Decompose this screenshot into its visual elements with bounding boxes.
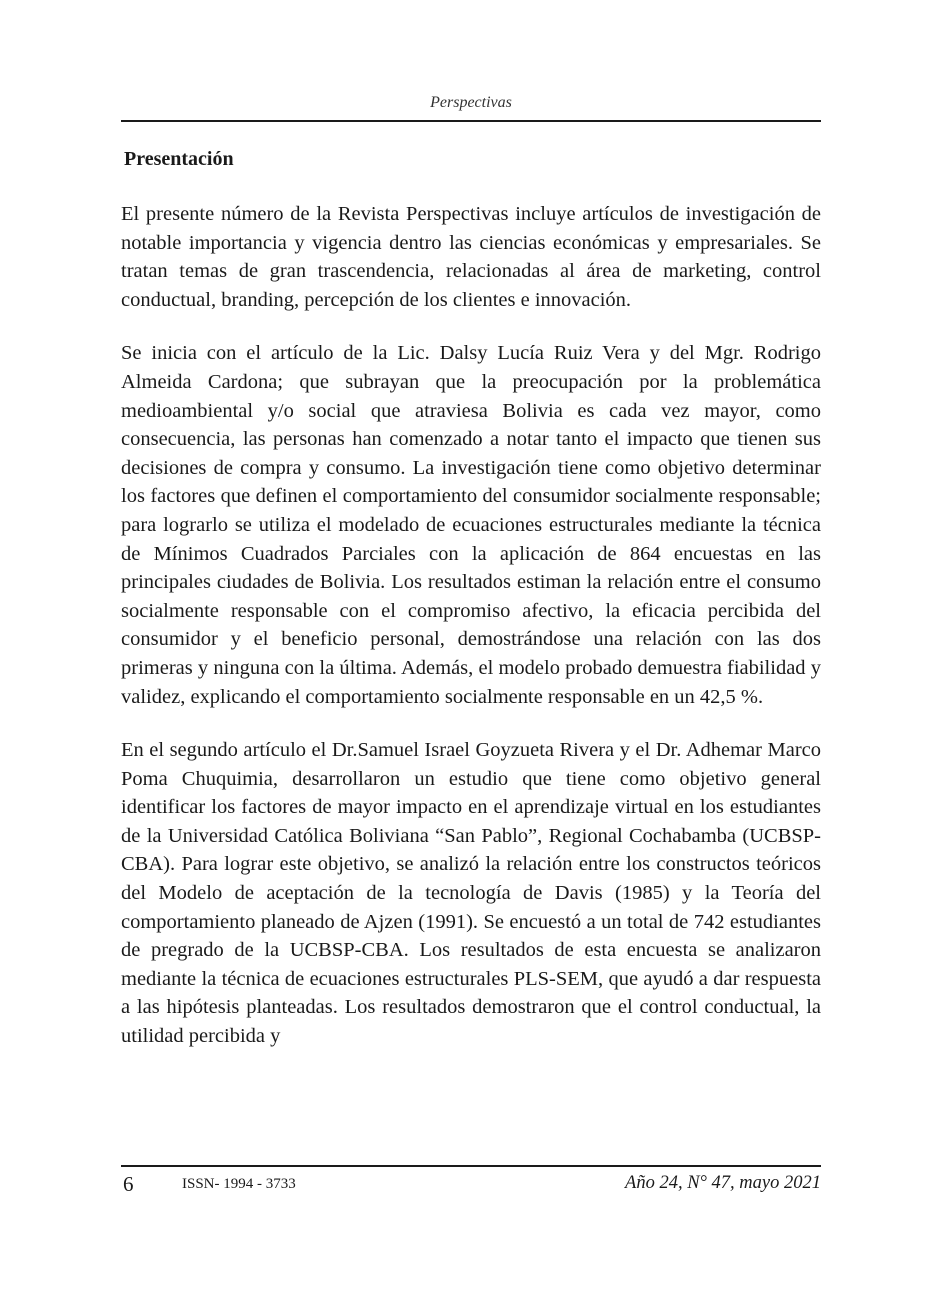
page-footer — [121, 1172, 821, 1200]
header-rule — [121, 120, 821, 122]
footer-rule — [121, 1165, 821, 1167]
paragraph-first-article: Se inicia con el artículo de la Lic. Dalsy Lucía Ruiz Vera y del Mgr. Rodrigo Almeida Cardona; que subrayan que la preocupación por la problemática medioambiental y/o social que atraviesa Bolivia es cada vez mayor, como consecuencia, las personas han comenzado a notar tanto el impacto que tienen sus decisiones de compra y consumo. La investigación tiene como objetivo determinar los factores que definen el comportamiento del consumidor socialmente responsable; para lograrlo se utiliza el modelado de ecuaciones estructurales mediante la técnica de Mínimos Cuadrados Parciales con la aplicación de 864 encuestas en las principales ciudades de Bolivia. Los resultados estiman la relación entre el consumo socialmente responsable con el compromiso afectivo, la eficacia percibida del consumidor y el beneficio personal, demostrándose una relación con las dos primeras y ninguna con la última. Además, el modelo probado demuestra fiabilidad y validez, explicando el comportamiento socialmente responsable en un 42,5 %. — [121, 342, 821, 708]
paragraph-second-article: En el segundo artículo el Dr.Samuel Israel Goyzueta Rivera y el Dr. Adhemar Marco Poma Chuquimia, desarrollaron un estudio que tiene como objetivo general identificar los factores de mayor impacto en el aprendizaje virtual en los estudiantes de la Universidad Católica Boliviana “San Pablo”, Regional Cochabamba (UCBSP-CBA). Para lograr este objetivo, se analizó la relación entre los constructos teóricos del Modelo de aceptación de la tecnología de Davis (1985) y la Teoría del comportamiento planeado de Ajzen (1991). Se encuestó a un total de 742 estudiantes de pregrado de la UCBSP-CBA. Los resultados de esta encuesta se analizaron mediante la técnica de ecuaciones estructurales PLS-SEM, que ayudó a dar respuesta a las hipótesis planteadas. Los resultados demostraron que el control conductual, la utilidad percibida y — [121, 739, 821, 1048]
issue-label: Año 24, N° 47, mayo 2021 — [625, 1173, 821, 1193]
section-title: Presentación — [124, 148, 234, 170]
running-header-title: Perspectivas — [430, 94, 512, 111]
paragraph-intro: El presente número de la Revista Perspectivas incluye artículos de investigación de notable importancia y vigencia dentro las ciencias económicas y empresariales. Se tratan temas de gran trascendencia, relacionadas al área de marketing, control conductual, branding, percepción de los clientes e innovación. — [121, 203, 821, 311]
issn-label: ISSN- 1994 - 3733 — [182, 1176, 296, 1192]
body-text — [121, 200, 821, 1076]
document-page — [121, 0, 821, 1296]
page-number: 6 — [123, 1172, 134, 1196]
